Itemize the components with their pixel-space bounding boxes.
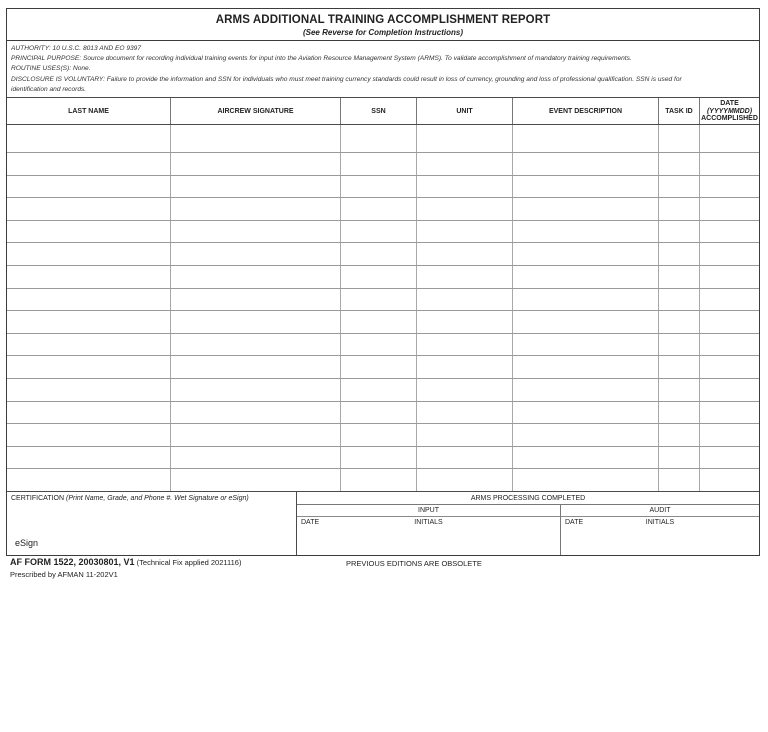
form-title: ARMS ADDITIONAL TRAINING ACCOMPLISHMENT REPORT — [215, 14, 551, 26]
table-cell[interactable] — [170, 176, 340, 198]
arms-audit-initials-label: INITIALS — [645, 519, 675, 526]
col-header-event-description: EVENT DESCRIPTION — [512, 98, 658, 124]
table-cell[interactable] — [699, 221, 759, 243]
table-cell[interactable] — [170, 334, 340, 356]
table-row — [7, 265, 759, 288]
table-cell[interactable] — [170, 153, 340, 175]
table-cell[interactable] — [7, 356, 170, 378]
table-cell[interactable] — [699, 153, 759, 175]
table-row — [7, 175, 759, 198]
table-cell[interactable] — [699, 469, 759, 491]
table-cell[interactable] — [170, 243, 340, 265]
table-cell[interactable] — [7, 153, 170, 175]
date-header-line1: DATE — [720, 100, 739, 107]
training-table-body — [7, 125, 759, 491]
table-cell[interactable] — [658, 176, 699, 198]
table-cell[interactable] — [340, 198, 416, 220]
table-cell[interactable] — [658, 153, 699, 175]
table-cell[interactable] — [340, 221, 416, 243]
table-cell[interactable] — [658, 334, 699, 356]
table-cell[interactable] — [340, 289, 416, 311]
table-cell[interactable] — [658, 424, 699, 446]
certification-section — [7, 491, 759, 555]
certification-instructions: (Print Name, Grade, and Phone #. Wet Signature or eSign) — [65, 495, 249, 502]
table-cell[interactable] — [699, 402, 759, 424]
table-row — [7, 152, 759, 175]
table-cell[interactable] — [658, 356, 699, 378]
privacy-disclosure-label: DISCLOSURE IS VOLUNTARY: — [11, 75, 105, 83]
privacy-purpose-text: Source document for recording individual training events for input into the Aviation Resource Management System (ARMS). To validate accomplishment of mandatory training requirements. — [82, 55, 632, 63]
privacy-disclosure-line — [11, 75, 755, 85]
table-cell[interactable] — [512, 243, 658, 265]
table-cell[interactable] — [340, 266, 416, 288]
date-header-line3: ACCOMPLISHED — [701, 115, 758, 122]
table-cell[interactable] — [658, 469, 699, 491]
arms-input-header: INPUT — [297, 505, 560, 517]
table-cell[interactable] — [512, 289, 658, 311]
table-cell[interactable] — [699, 125, 759, 152]
technical-fix-note: (Technical Fix applied 2021116) — [136, 558, 242, 567]
table-cell[interactable] — [340, 402, 416, 424]
form-number-block — [10, 557, 241, 579]
form-body — [6, 8, 760, 556]
table-cell[interactable] — [340, 447, 416, 469]
table-row — [7, 310, 759, 333]
table-cell[interactable] — [170, 447, 340, 469]
arms-input-section — [297, 505, 560, 555]
table-cell[interactable] — [416, 125, 512, 152]
table-cell[interactable] — [416, 469, 512, 491]
training-table-header — [7, 98, 759, 125]
table-cell[interactable] — [416, 153, 512, 175]
arms-audit-date-label: DATE — [565, 519, 584, 526]
arms-input-initials-label: INITIALS — [414, 519, 443, 526]
arms-processing-title: ARMS PROCESSING COMPLETED — [297, 492, 759, 505]
table-cell[interactable] — [340, 125, 416, 152]
table-cell[interactable] — [7, 266, 170, 288]
table-cell[interactable] — [658, 266, 699, 288]
arms-audit-header: AUDIT — [561, 505, 759, 517]
table-cell[interactable] — [170, 402, 340, 424]
privacy-routine-uses-label: ROUTINE USES(S): — [11, 65, 72, 73]
table-cell[interactable] — [7, 447, 170, 469]
table-cell[interactable] — [512, 469, 658, 491]
col-header-date-accomplished — [699, 98, 759, 124]
arms-audit-entry-area[interactable] — [561, 517, 759, 555]
table-cell[interactable] — [170, 125, 340, 152]
table-cell[interactable] — [7, 125, 170, 152]
certification-cell[interactable] — [7, 492, 297, 555]
table-cell[interactable] — [340, 176, 416, 198]
table-cell[interactable] — [699, 311, 759, 333]
table-cell[interactable] — [658, 221, 699, 243]
table-cell[interactable] — [7, 176, 170, 198]
table-cell[interactable] — [512, 379, 658, 401]
col-header-last-name: LAST NAME — [68, 107, 109, 115]
table-cell[interactable] — [170, 469, 340, 491]
table-cell[interactable] — [7, 334, 170, 356]
table-cell[interactable] — [7, 221, 170, 243]
table-cell[interactable] — [699, 176, 759, 198]
privacy-act-statement — [7, 41, 759, 98]
table-row — [7, 333, 759, 356]
table-cell[interactable] — [7, 243, 170, 265]
arms-audit-section — [560, 505, 759, 555]
table-cell[interactable] — [416, 221, 512, 243]
date-header-line2: (YYYYMMDD) — [706, 107, 753, 115]
table-cell[interactable] — [170, 311, 340, 333]
table-row — [7, 242, 759, 265]
table-cell[interactable] — [170, 198, 340, 220]
table-row — [7, 220, 759, 243]
table-cell[interactable] — [416, 402, 512, 424]
table-cell[interactable] — [340, 424, 416, 446]
table-cell[interactable] — [416, 356, 512, 378]
table-cell[interactable] — [658, 125, 699, 152]
form-number-line — [10, 557, 241, 567]
table-cell[interactable] — [699, 379, 759, 401]
table-cell[interactable] — [7, 469, 170, 491]
table-cell[interactable] — [658, 243, 699, 265]
col-header-ssn: SSN — [340, 98, 416, 124]
table-cell[interactable] — [699, 289, 759, 311]
table-cell[interactable] — [416, 311, 512, 333]
table-cell[interactable] — [340, 334, 416, 356]
table-cell[interactable] — [699, 356, 759, 378]
table-cell[interactable] — [658, 198, 699, 220]
table-row — [7, 423, 759, 446]
privacy-authority-label: AUTHORITY: — [11, 45, 51, 52]
table-cell[interactable] — [512, 125, 658, 152]
table-cell[interactable] — [170, 379, 340, 401]
table-cell[interactable] — [416, 424, 512, 446]
table-cell[interactable] — [170, 356, 340, 378]
table-row — [7, 125, 759, 152]
table-cell[interactable] — [7, 289, 170, 311]
table-cell[interactable] — [170, 289, 340, 311]
table-cell[interactable] — [699, 198, 759, 220]
table-cell[interactable] — [7, 379, 170, 401]
privacy-purpose-label: PRINCIPAL PURPOSE: — [11, 55, 82, 63]
table-cell[interactable] — [699, 243, 759, 265]
table-cell[interactable] — [512, 424, 658, 446]
table-cell[interactable] — [7, 402, 170, 424]
table-cell[interactable] — [512, 221, 658, 243]
form-title-block — [7, 9, 759, 41]
privacy-disclosure-text-2: identification and records. — [11, 85, 87, 93]
table-row — [7, 378, 759, 401]
col-header-task-id: TASK ID — [658, 98, 699, 124]
arms-processing-columns — [297, 505, 759, 555]
table-cell[interactable] — [7, 311, 170, 333]
table-cell[interactable] — [512, 402, 658, 424]
table-cell[interactable] — [512, 198, 658, 220]
table-cell[interactable] — [340, 153, 416, 175]
table-row — [7, 197, 759, 220]
arms-processing-section — [297, 492, 759, 555]
table-cell[interactable] — [340, 243, 416, 265]
col-header-aircrew-signature: AIRCREW SIGNATURE — [170, 98, 340, 124]
table-cell[interactable] — [416, 198, 512, 220]
table-cell[interactable] — [170, 424, 340, 446]
table-cell[interactable] — [699, 447, 759, 469]
table-cell[interactable] — [416, 243, 512, 265]
table-cell[interactable] — [340, 356, 416, 378]
privacy-authority-text: 10 U.S.C. 8013 AND EO 9397 — [52, 45, 141, 52]
table-row — [7, 468, 759, 491]
table-cell[interactable] — [512, 266, 658, 288]
table-row — [7, 446, 759, 469]
table-row — [7, 401, 759, 424]
table-cell[interactable] — [512, 356, 658, 378]
table-cell[interactable] — [416, 289, 512, 311]
table-cell[interactable] — [7, 424, 170, 446]
esign-button[interactable]: eSign — [15, 538, 39, 548]
table-cell[interactable] — [170, 221, 340, 243]
form-number: AF FORM 1522, 20030801, V1 — [10, 557, 135, 567]
privacy-routine-uses-line — [11, 64, 755, 74]
form-subtitle: (See Reverse for Completion Instructions) — [302, 28, 464, 37]
table-cell[interactable] — [658, 447, 699, 469]
table-cell[interactable] — [658, 289, 699, 311]
table-cell[interactable] — [699, 424, 759, 446]
table-row — [7, 288, 759, 311]
prescribed-by: Prescribed by AFMAN 11-202V1 — [10, 569, 118, 579]
table-cell[interactable] — [699, 266, 759, 288]
table-cell[interactable] — [512, 176, 658, 198]
table-cell[interactable] — [416, 334, 512, 356]
table-cell[interactable] — [658, 379, 699, 401]
privacy-disclosure-continuation — [11, 85, 755, 95]
privacy-routine-uses-text: None. — [72, 65, 91, 73]
table-cell[interactable] — [416, 176, 512, 198]
table-cell[interactable] — [7, 198, 170, 220]
certification-label: CERTIFICATION — [11, 495, 65, 502]
table-cell[interactable] — [340, 379, 416, 401]
table-cell[interactable] — [658, 311, 699, 333]
table-cell[interactable] — [512, 311, 658, 333]
table-cell[interactable] — [340, 311, 416, 333]
table-row — [7, 355, 759, 378]
privacy-purpose-line — [11, 54, 755, 64]
table-cell[interactable] — [170, 266, 340, 288]
table-cell[interactable] — [416, 266, 512, 288]
table-cell[interactable] — [416, 447, 512, 469]
table-cell[interactable] — [512, 334, 658, 356]
arms-input-date-label: DATE — [301, 519, 320, 526]
table-cell[interactable] — [512, 447, 658, 469]
table-cell[interactable] — [416, 379, 512, 401]
table-cell[interactable] — [512, 153, 658, 175]
table-cell[interactable] — [658, 402, 699, 424]
table-cell[interactable] — [340, 469, 416, 491]
previous-editions-note: PREVIOUS EDITIONS ARE OBSOLETE — [346, 559, 482, 568]
arms-input-entry-area[interactable] — [297, 517, 560, 555]
privacy-disclosure-text: Failure to provide the information and SSN for individuals who must meet training currency standards could result in loss of currency, grounding and loss of professional qualification. SSN is used for — [106, 75, 682, 83]
privacy-authority-line — [11, 44, 755, 54]
table-cell[interactable] — [699, 334, 759, 356]
col-header-unit: UNIT — [416, 98, 512, 124]
